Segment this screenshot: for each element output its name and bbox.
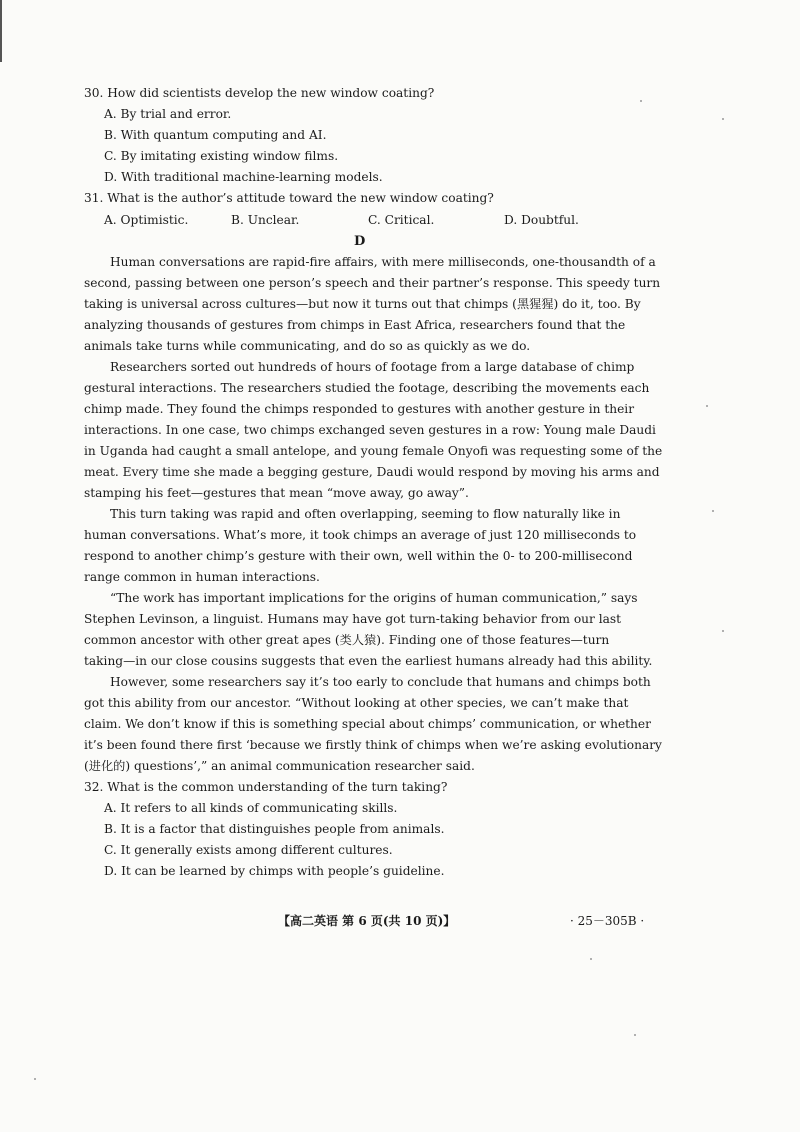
page-footer-code: · 25－305B · — [570, 914, 645, 928]
scan-speck — [640, 100, 642, 102]
passage-line: claim. We don’t know if this is something special about chimps’ communication, or whether — [84, 717, 651, 731]
question-32-option-d[interactable]: D. It can be learned by chimps with people’s guideline. — [104, 864, 445, 878]
question-31-option-c[interactable]: C. Critical. — [368, 213, 435, 227]
passage-line: analyzing thousands of gestures from chimps in East Africa, researchers found that the — [84, 318, 626, 332]
question-32-stem: 32. What is the common understanding of the turn taking? — [84, 780, 448, 794]
passage-line: chimp made. They found the chimps responded to gestures with another gesture in their — [84, 402, 635, 416]
question-31-options — [104, 213, 604, 229]
scan-speck — [34, 1078, 36, 1080]
scan-border-mark — [0, 0, 2, 62]
passage-line: taking—in our close cousins suggests that even the earliest humans already had this ability. — [84, 654, 653, 668]
question-30-stem: 30. How did scientists develop the new window coating? — [84, 86, 435, 100]
passage-line: interactions. In one case, two chimps exchanged seven gestures in a row: Young male Daudi — [84, 423, 656, 437]
scan-speck — [634, 1034, 636, 1036]
passage-line: taking is universal across cultures—but now it turns out that chimps (黑猩猩) do it, too. By — [84, 297, 641, 311]
passage-line: meat. Every time she made a begging gesture, Daudi would respond by moving his arms and — [84, 465, 660, 479]
question-31-option-a[interactable]: A. Optimistic. — [104, 213, 189, 227]
question-30-option-d[interactable]: D. With traditional machine-learning models. — [104, 170, 383, 184]
scan-speck — [590, 958, 592, 960]
passage-line: However, some researchers say it’s too early to conclude that humans and chimps both — [110, 675, 651, 689]
passage-line: range common in human interactions. — [84, 570, 320, 584]
scan-speck — [706, 405, 708, 407]
question-30-option-b[interactable]: B. With quantum computing and AI. — [104, 128, 327, 142]
passage-line: respond to another chimp’s gesture with their own, well within the 0- to 200-millisecond — [84, 549, 633, 563]
scan-speck — [722, 118, 724, 120]
page-footer-title: 【高二英语 第 6 页(共 10 页)】 — [278, 914, 456, 928]
passage-line: common ancestor with other great apes (类人猿). Finding one of those features—turn — [84, 633, 610, 647]
question-32-option-b[interactable]: B. It is a factor that distinguishes people from animals. — [104, 822, 445, 836]
passage-line: Stephen Levinson, a linguist. Humans may have got turn-taking behavior from our last — [84, 612, 622, 626]
passage-line: second, passing between one person’s speech and their partner’s response. This speedy turn — [84, 276, 661, 290]
passage-line: stamping his feet—gestures that mean “move away, go away”. — [84, 486, 469, 500]
question-31-option-d[interactable]: D. Doubtful. — [504, 213, 579, 227]
passage-line: (进化的) questions’,” an animal communication researcher said. — [84, 759, 475, 773]
passage-line: gestural interactions. The researchers studied the footage, describing the movements each — [84, 381, 650, 395]
passage-line: it’s been found there first ‘because we firstly think of chimps when we’re asking evolutionary — [84, 738, 662, 752]
scan-speck — [722, 630, 724, 632]
passage-line: animals take turns while communicating, and do so as quickly as we do. — [84, 339, 531, 353]
section-heading: D — [354, 234, 366, 249]
question-31-stem: 31. What is the author’s attitude toward the new window coating? — [84, 191, 494, 205]
passage-line: Researchers sorted out hundreds of hours of footage from a large database of chimp — [110, 360, 635, 374]
passage-line: Human conversations are rapid-fire affairs, with mere milliseconds, one-thousandth of a — [110, 255, 656, 269]
question-30-option-c[interactable]: C. By imitating existing window films. — [104, 149, 339, 163]
question-30-option-a[interactable]: A. By trial and error. — [104, 107, 232, 121]
passage-line: “The work has important implications for the origins of human communication,” says — [110, 591, 638, 605]
scan-speck — [712, 510, 714, 512]
passage-line: This turn taking was rapid and often overlapping, seeming to flow naturally like in — [110, 507, 621, 521]
question-31-option-b[interactable]: B. Unclear. — [231, 213, 300, 227]
passage-line: got this ability from our ancestor. “Without looking at other species, we can’t make that — [84, 696, 629, 710]
question-32-option-c[interactable]: C. It generally exists among different cultures. — [104, 843, 393, 857]
question-32-option-a[interactable]: A. It refers to all kinds of communicating skills. — [104, 801, 398, 815]
passage-line: human conversations. What’s more, it took chimps an average of just 120 milliseconds to — [84, 528, 637, 542]
passage-line: in Uganda had caught a small antelope, and young female Onyofi was requesting some of the — [84, 444, 663, 458]
